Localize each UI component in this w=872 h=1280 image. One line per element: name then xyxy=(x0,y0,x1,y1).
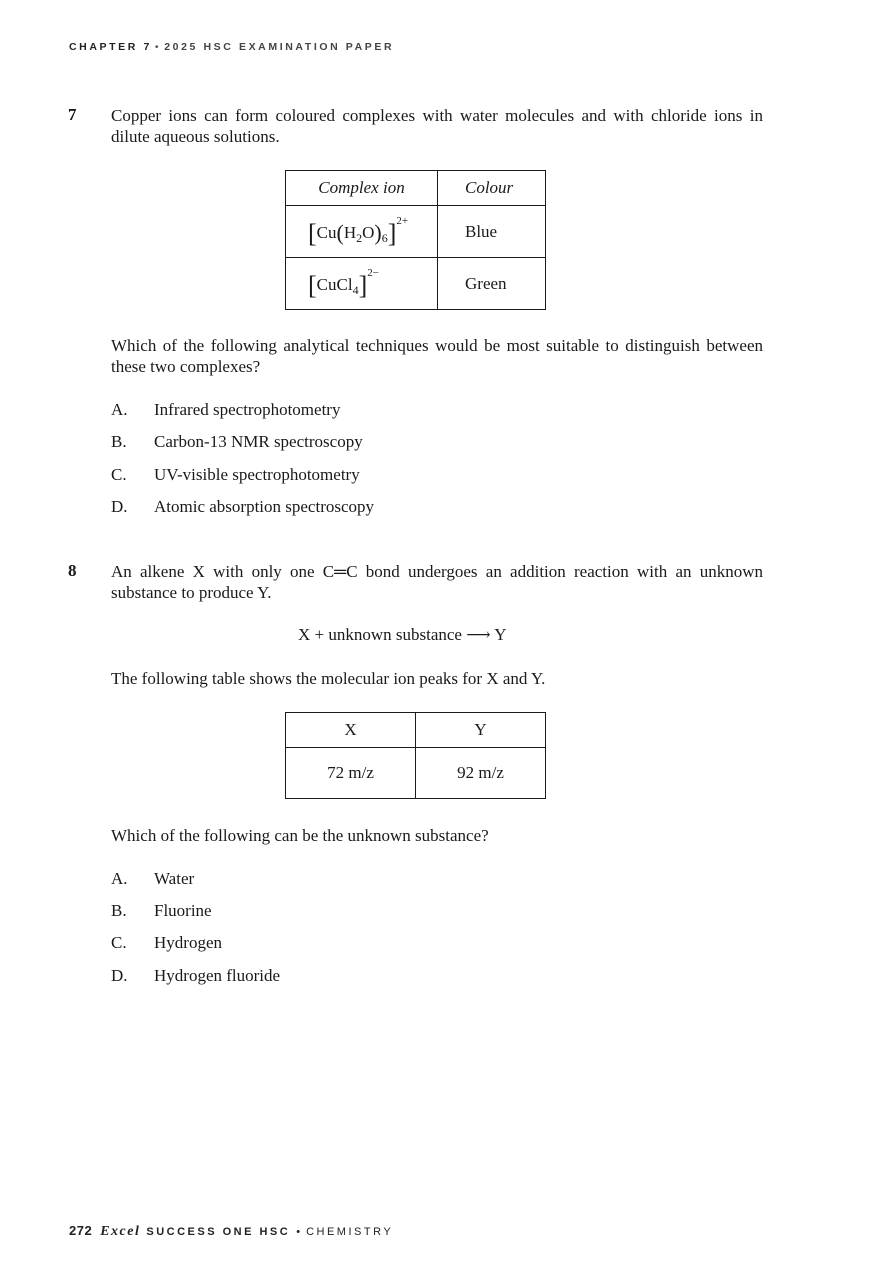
q8-question: Which of the following can be the unknown substance? xyxy=(111,826,489,845)
chem-formula-cucl4: [CuCl$_4$]$^{2-}$ xyxy=(308,266,379,300)
running-header xyxy=(69,41,394,53)
q8-equation: X + unknown substance ⟶ Y xyxy=(298,625,507,644)
q8-peaks-table xyxy=(285,712,546,799)
brand-logo-text: Excel xyxy=(100,1224,141,1239)
option-text: Carbon-13 NMR spectroscopy xyxy=(154,432,363,451)
running-footer xyxy=(69,1223,393,1240)
option-text: Hydrogen xyxy=(154,933,222,952)
q7-complex-ion-1 xyxy=(286,206,438,258)
option-text: Water xyxy=(154,869,195,888)
q7-stem: Copper ions can form coloured complexes with water molecules and with chloride ions in dilute aqueous solutions. xyxy=(111,106,763,146)
q8-value-y: 92 m/z xyxy=(416,748,546,799)
option-letter: D. xyxy=(111,966,128,985)
option-letter: A. xyxy=(111,400,128,419)
q8-table-intro: The following table shows the molecular ion peaks for X and Y. xyxy=(111,669,546,688)
option-text: Atomic absorption spectroscopy xyxy=(154,497,375,516)
double-bond-symbol: ═ xyxy=(334,562,347,581)
question-number-7: 7 xyxy=(68,105,77,124)
option-text: Fluorine xyxy=(154,901,212,920)
q7-colour-1: Blue xyxy=(438,206,546,258)
header-title: 2025 HSC EXAMINATION PAPER xyxy=(164,41,395,53)
option-text: UV-visible spectrophotometry xyxy=(154,465,360,484)
q8-stem: An alkene X with only one C═C bond undergoes an addition reaction with an unknown substance to produce Y. xyxy=(111,562,763,602)
subject-label: CHEMISTRY xyxy=(306,1226,394,1238)
option-letter: C. xyxy=(111,465,127,484)
question-number-8: 8 xyxy=(68,561,77,580)
q7-complex-ion-2 xyxy=(286,258,438,310)
option-text: Infrared spectrophotometry xyxy=(154,400,341,419)
q7-table-header-colour: Colour xyxy=(438,171,546,206)
series-title: SUCCESS ONE HSC xyxy=(146,1226,291,1238)
option-letter: C. xyxy=(111,933,127,952)
option-letter: A. xyxy=(111,869,128,888)
header-separator: • xyxy=(154,41,162,53)
page-number: 272 xyxy=(69,1223,93,1238)
q8-value-x: 72 m/z xyxy=(286,748,416,799)
option-letter: B. xyxy=(111,901,127,920)
footer-separator: • xyxy=(296,1226,301,1238)
option-letter: B. xyxy=(111,432,127,451)
q7-question: Which of the following analytical techniques would be most suitable to distinguish between these two complexes? xyxy=(111,336,763,376)
option-letter: D. xyxy=(111,497,128,516)
q8-table-header-x: X xyxy=(286,713,416,748)
option-text: Hydrogen fluoride xyxy=(154,966,281,985)
chapter-label: CHAPTER 7 xyxy=(69,41,152,53)
q8-table-header-y: Y xyxy=(416,713,546,748)
chem-formula-cu-h2o6: $[Cu(H_2O)_6]^{2+}$ xyxy=(308,214,409,248)
q7-complex-table xyxy=(285,170,546,310)
q7-colour-2: Green xyxy=(438,258,546,310)
q7-table-header-complex: Complex ion xyxy=(286,171,438,206)
